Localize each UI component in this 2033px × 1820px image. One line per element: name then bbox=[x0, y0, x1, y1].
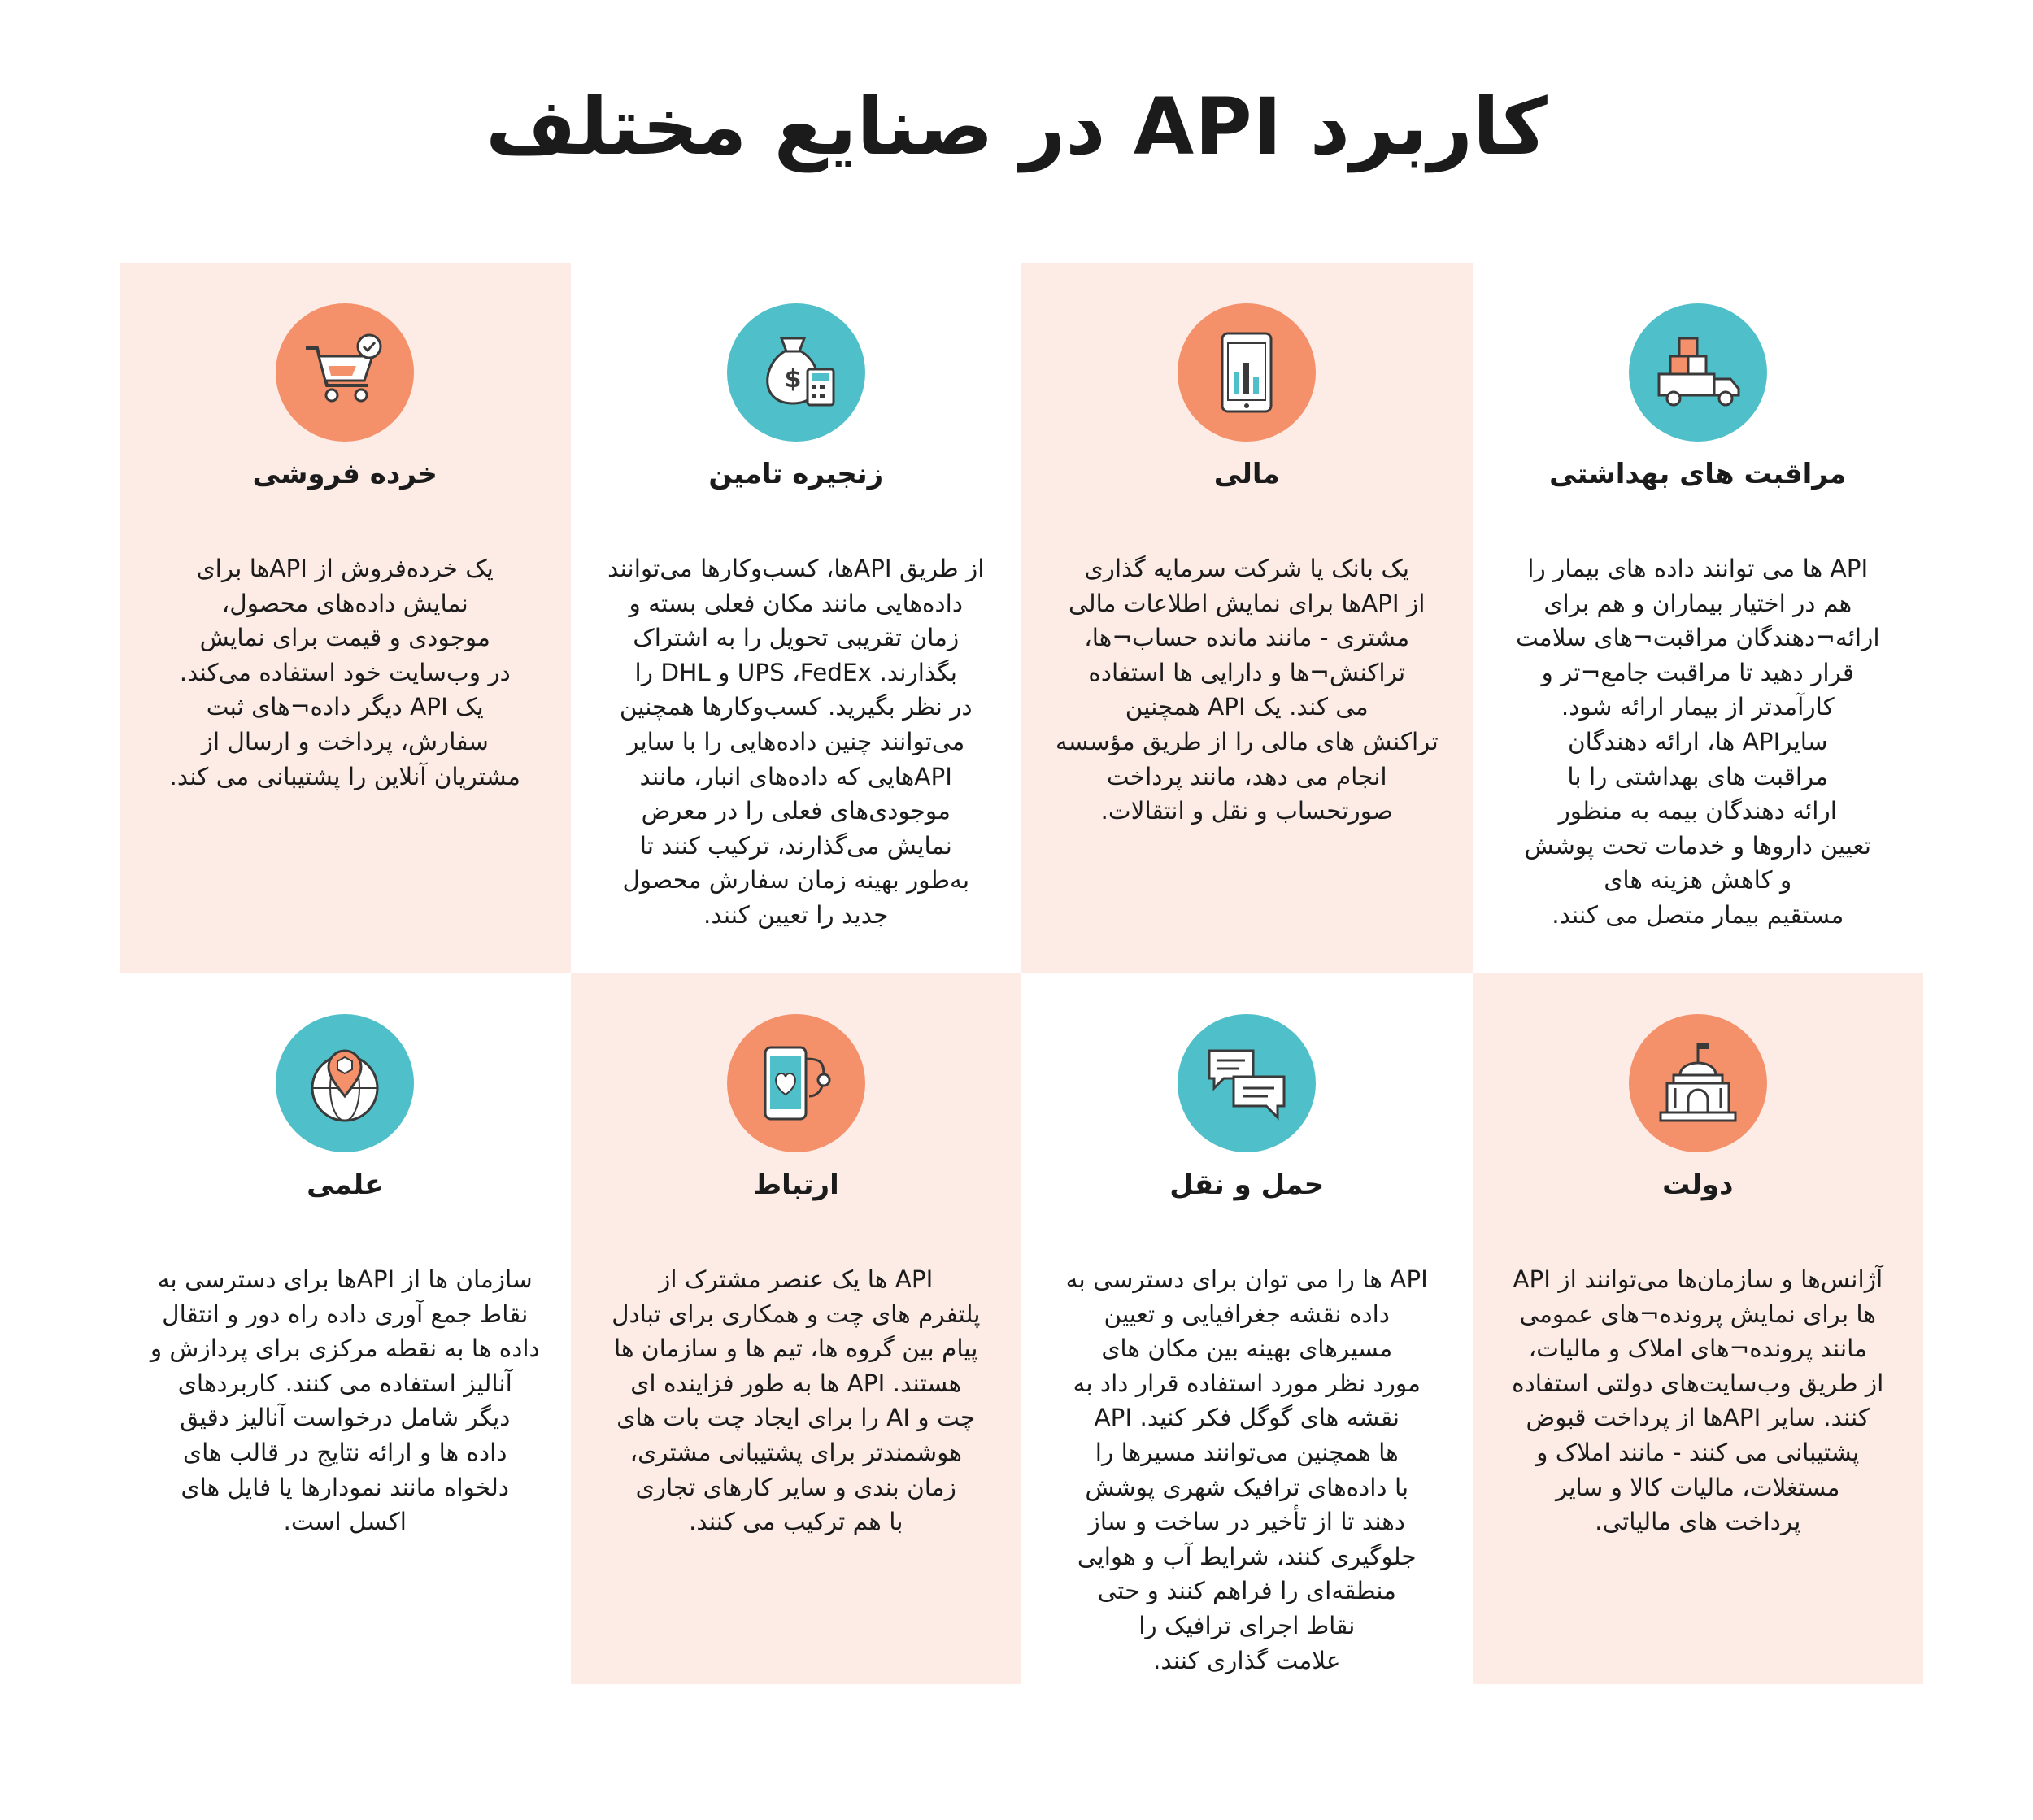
globe-pin-icon bbox=[276, 1014, 414, 1152]
card-transportation bbox=[1021, 973, 1473, 1684]
card-title: حمل و نقل bbox=[1169, 1169, 1325, 1201]
card-text: سازمان ها از APIها برای دسترسی به نقاط جمع آوری داده راه دور و انتقال داده ها به نقطه مرکزی برای پردازش و آنالیز استفاده می کنند. کاربردهای دیگر شامل درخواست آنالیز دقیق داده ها و ارائه نتایج در قالب های دلخواه مانند نمودارها یا فایل های اکسل است. bbox=[150, 1265, 540, 1536]
card-text: یک بانک یا شرکت سرمایه گذاری از APIها برای نمایش اطلاعات مالی مشتری - مانند مانده حساب¬ها، تراکنش¬ها و دارایی ها استفاده می کند. یک API همچنین تراکنش های مالی را از طریق مؤسسه انجام می دهد، مانند پرداخت صورتحساب و نقل و انتقالات. bbox=[1055, 555, 1439, 825]
card-text: یک خرده‌فروش از APIها برای نمایش داده‌های محصول، موجودی و قیمت برای نمایش در وب‌سایت خود استفاده می‌کند. یک API دیگر داده¬های ثبت سفارش، پرداخت و ارسال از مشتریان آنلاین را پشتیبانی می کند. bbox=[169, 555, 520, 790]
delivery-truck-icon bbox=[1629, 303, 1767, 442]
phone-stethoscope-icon bbox=[727, 1014, 865, 1152]
card-supply-chain bbox=[571, 263, 1022, 973]
card-finance bbox=[1021, 263, 1473, 973]
card-title: خرده فروشی bbox=[252, 458, 438, 490]
card-title: مراقبت های بهداشتی bbox=[1549, 458, 1847, 490]
card-title: زنجیره تامین bbox=[708, 458, 884, 490]
card-text: API ها یک عنصر مشترک از پلتفرم های چت و همکاری برای تبادل پیام بین گروه ها، تیم ها و سازمان ها هستند. API ها به طور فزاینده ای چت و AI را برای ایجاد چت بات های هوشمندتر برای پشتیبانی مشتری، زمان بندی و سایر کارهای تجاری با هم ترکیب می کنند. bbox=[612, 1265, 981, 1536]
card-title: دولت bbox=[1662, 1169, 1734, 1201]
card-scientific bbox=[120, 973, 571, 1684]
card-text: از طریق APIها، کسب‌وکارها می‌توانند داده‌هایی مانند مکان فعلی بسته و زمان تقریبی تحویل را به اشتراک بگذارند. UPS ،FedEx و DHL را در نظر بگیرید. کسب‌وکارها همچنین می‌توانند چنین داده‌هایی را با سایر APIهایی که داده‌های انبار، مانند موجودی‌های فعلی را در معرض نمایش می‌گذارند، ترکیب کنند تا به‌طور بهینه زمان سفارش محصول جدید را تعیین کنند. bbox=[607, 555, 985, 929]
card-healthcare bbox=[1473, 263, 1924, 973]
shopping-cart-icon bbox=[276, 303, 414, 442]
card-text: API ها می توانند داده های بیمار را هم در اختیار بیماران و هم برای ارائه¬دهندگان مراقبت¬های سلامت قرار دهید تا مراقبت جامع¬تر و کارآمدتر از بیمار ارائه شود. سایرAPI ها، ارائه دهندگان مراقبت های بهداشتی را با ارائه دهندگان بیمه به منظور تعیین داروها و خدمات تحت پوشش و کاهش هزینه های مستقیم بیمار متصل می کنند. bbox=[1515, 555, 1880, 929]
tablet-chart-icon bbox=[1178, 303, 1316, 442]
svg-text:$: $ bbox=[784, 365, 802, 394]
card-retail bbox=[120, 263, 571, 973]
card-title: علمی bbox=[307, 1169, 384, 1201]
money-bag-icon bbox=[727, 303, 865, 442]
chat-bubbles-icon bbox=[1178, 1014, 1316, 1152]
card-communication bbox=[571, 973, 1022, 1684]
card-text: API ها را می توان برای دسترسی به داده نقشه جغرافیایی و تعیین مسیرهای بهینه بین مکان های مورد نظر مورد استفاده قرار داد به نقشه های گوگل فکر کنید. API ها همچنین می‌توانند مسیرها را با داده‌های ترافیک شهری پوشش دهند تا از تأخیر در ساخت و ساز جلوگیری کنند، شرایط آب و هوایی منطقه‌ای را فراهم کنند و حتی نقاط اجرای ترافیک را علامت گذاری کنند. bbox=[1065, 1265, 1428, 1674]
government-building-icon bbox=[1629, 1014, 1767, 1152]
card-title: ارتباط bbox=[752, 1169, 839, 1201]
card-government bbox=[1473, 973, 1924, 1684]
card-title: مالی bbox=[1213, 458, 1280, 490]
card-text: آژانس‌ها و سازمان‌ها می‌توانند از API ها برای نمایش پرونده¬های عمومی مانند پرونده¬های املاک و مالیات، از طریق وب‌سایت‌های دولتی استفاده کنند. سایر APIها از پرداخت قبوض پشتیبانی می کنند - مانند املاک و مستغلات، مالیات کالا و سایر پرداخت های مالیاتی. bbox=[1512, 1265, 1884, 1536]
industries-grid bbox=[120, 263, 1923, 1684]
page-title: کاربرد API در صنایع مختلف bbox=[485, 81, 1548, 172]
